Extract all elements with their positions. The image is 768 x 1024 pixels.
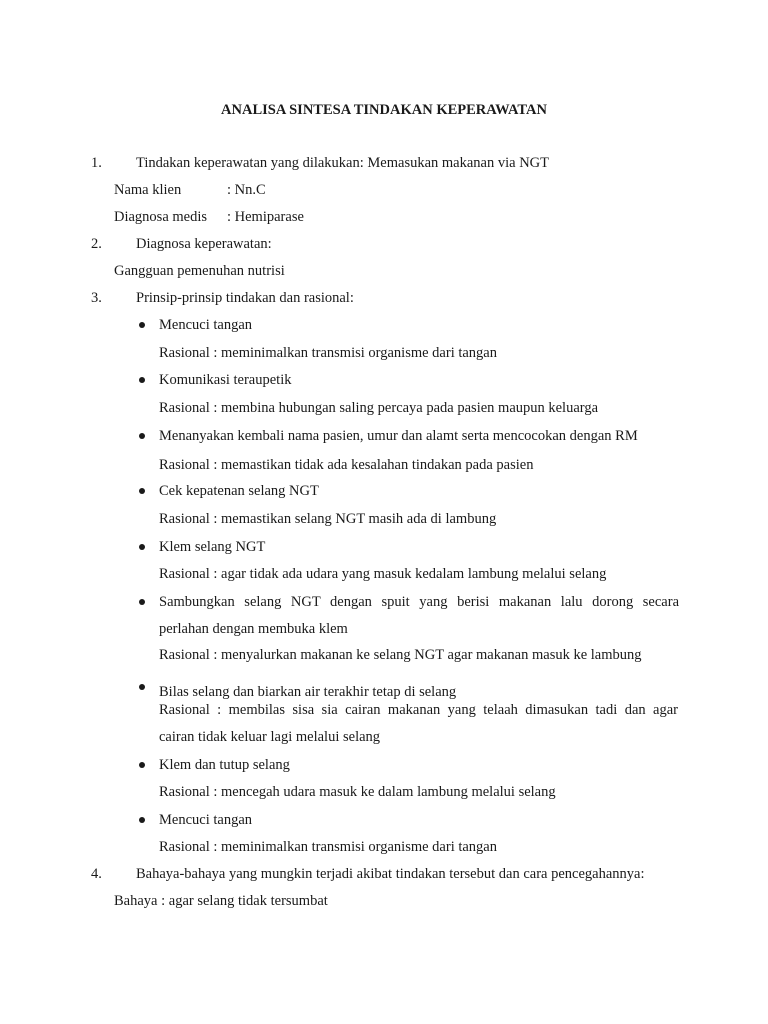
section-1-number: 1. xyxy=(91,155,102,171)
list-item-rasional: Rasional : menyalurkan makanan ke selang NGT agar makanan masuk ke lambung xyxy=(159,647,642,663)
section-4-number: 4. xyxy=(91,866,102,882)
document-title: ANALISA SINTESA TINDAKAN KEPERAWATAN xyxy=(221,102,547,118)
list-item-action: Klem dan tutup selang xyxy=(159,757,290,773)
list-item-rasional: Rasional : membina hubungan saling percaya pada pasien maupun keluarga xyxy=(159,400,599,416)
bullet-icon xyxy=(139,599,145,605)
list-item-action: Menanyakan kembali nama pasien, umur dan alamt serta mencocokan dengan RM xyxy=(159,428,638,444)
list-item-action: Komunikasi teraupetik xyxy=(159,372,292,388)
bullet-icon xyxy=(139,322,145,328)
section-3-heading: Prinsip-prinsip tindakan dan rasional: xyxy=(136,290,354,306)
list-item-action: Cek kepatenan selang NGT xyxy=(159,483,319,499)
section-1-heading: Tindakan keperawatan yang dilakukan: Memasukan makanan via NGT xyxy=(136,155,549,171)
list-item-action-line-1: Sambungkan selang NGT dengan spuit yang berisi makanan lalu dorong secara xyxy=(159,594,679,610)
list-item-action: Mencuci tangan xyxy=(159,812,253,828)
list-item-action: Klem selang NGT xyxy=(159,539,266,555)
diagnosa-medis-label: Diagnosa medis xyxy=(114,209,208,225)
section-2-heading: Diagnosa keperawatan: xyxy=(136,236,272,252)
list-item-rasional-line-1: Rasional : membilas sisa sia cairan makanan yang telaah dimasukan tadi dan agar xyxy=(159,702,678,718)
bullet-icon xyxy=(139,684,145,690)
nama-klien-value: : Nn.C xyxy=(227,182,266,198)
list-item-action: Bilas selang dan biarkan air terakhir tetap di selang xyxy=(159,684,457,700)
list-item-rasional: Rasional : meminimalkan transmisi organisme dari tangan xyxy=(159,345,497,361)
bullet-icon xyxy=(139,544,145,550)
section-2-text: Gangguan pemenuhan nutrisi xyxy=(114,263,285,279)
bullet-icon xyxy=(139,762,145,768)
list-item-rasional-line-2: cairan tidak keluar lagi melalui selang xyxy=(159,729,381,745)
bullet-icon xyxy=(139,817,145,823)
bullet-icon xyxy=(139,433,145,439)
bullet-icon xyxy=(139,377,145,383)
diagnosa-medis-value: : Hemiparase xyxy=(227,209,304,225)
list-item-rasional: Rasional : agar tidak ada udara yang masuk kedalam lambung melalui selang xyxy=(159,566,607,582)
section-3-number: 3. xyxy=(91,290,102,306)
section-2-number: 2. xyxy=(91,236,102,252)
list-item-rasional: Rasional : memastikan tidak ada kesalahan tindakan pada pasien xyxy=(159,457,534,473)
list-item-rasional: Rasional : meminimalkan transmisi organisme dari tangan xyxy=(159,839,497,855)
bullet-icon xyxy=(139,488,145,494)
nama-klien-label: Nama klien xyxy=(114,182,182,198)
list-item-rasional: Rasional : memastikan selang NGT masih ada di lambung xyxy=(159,511,497,527)
list-item-rasional: Rasional : mencegah udara masuk ke dalam lambung melalui selang xyxy=(159,784,556,800)
list-item-action-line-2: perlahan dengan membuka klem xyxy=(159,621,348,637)
list-item-action: Mencuci tangan xyxy=(159,317,253,333)
section-4-heading: Bahaya-bahaya yang mungkin terjadi akibat tindakan tersebut dan cara pencegahannya: xyxy=(136,866,645,882)
section-4-text: Bahaya : agar selang tidak tersumbat xyxy=(114,893,328,909)
